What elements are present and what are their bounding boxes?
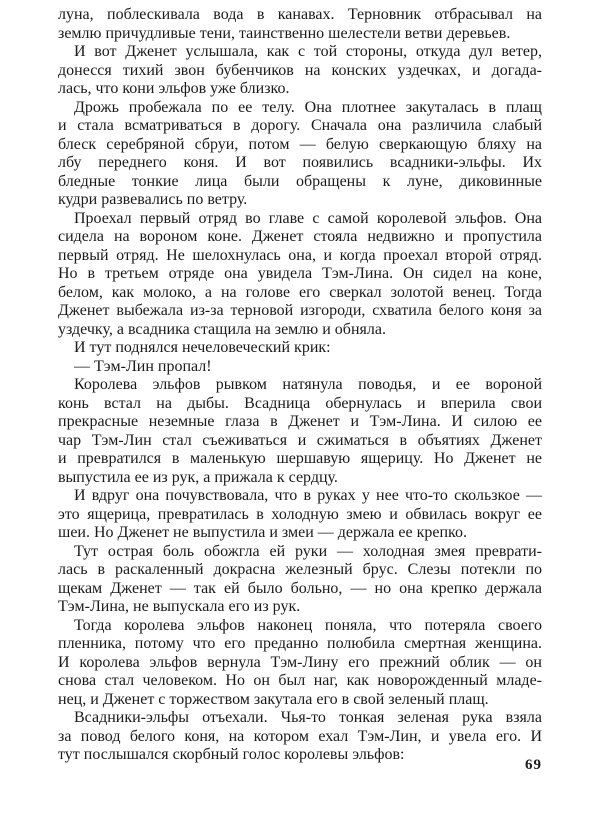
text-line: прекрасные неземные глаза в Дженет и Тэм-Лина. И силою ее [58,413,542,430]
text-line: И вот Дженет услышала, как с той стороны, откуда дул ветер, [74,43,542,60]
text-line: Королева эльфов рывком натянула поводья, и ее вороной [74,376,542,393]
text-line: Но в третьем отряде она увидела Тэм-Лина. Он сидел на коне, [58,265,542,282]
text-line: И вдруг она почувствовала, что в руках у нее что-то скользкое — [74,487,542,504]
text-line: лась, что кони эльфов уже близко. [58,80,290,97]
text-line: снова стал человеком. Но он был наг, как новорожденный младе- [58,672,542,689]
text-line: чар Тэм-Лин стал съеживаться и сжиматься в объятиях Дженет [58,431,542,449]
text-line: И тут поднялся нечеловеческий крик: [74,339,331,356]
text-line: Проехал первый отряд во главе с самой королевой эльфов. Она [74,209,542,227]
text-line: Дрожь пробежала по ее телу. Она плотнее закуталась в плащ [74,98,542,116]
text-line: землю причудливые тени, таинственно шелестели ветви деревьев. [58,24,511,42]
text-line: уздечку, а всадника стащила на землю и обняла. [58,320,386,338]
text-line: Дженет выбежала из-за терновой изгороди, схватила белого коня за [58,302,542,319]
text-line: И королева эльфов вернула Тэм-Лину его прежний облик — он [58,653,542,671]
text-line: — Тэм-Лин пропал! [74,357,212,375]
text-line: тут послышался скорбный голос королевы эльфов: [58,746,405,763]
text-line: это ящерица, превратилась в холодную змею и обвилась вокруг ее [58,505,542,523]
text-line: сидела на вороном коне. Дженет стояла недвижно и пропустила [58,228,542,245]
text-line: шеи. Но Дженет не выпустила и змеи — держала ее крепко. [58,524,467,541]
text-line: лбу переднего коня. И вот появились всадники-эльфы. Их [58,154,542,171]
page-text [58,6,542,765]
text-line: нец, и Дженет с торжеством закутала его в свой зеленый плащ. [58,690,489,708]
text-line: Тэм-Лина, не выпускала его из рук. [58,598,301,615]
text-line: Всадники-эльфы отъехали. Чья-то тонкая зеленая рука взяла [74,709,542,726]
text-line: пленника, потому что его преданно полюбила смертная женщина. [58,635,542,652]
page-number: 69 [525,757,542,773]
text-line: лась в раскаленный докрасна железный брус. Слезы потекли по [58,561,542,578]
text-line: донесся тихий звон бубенчиков на конских уздечках, и догада- [58,61,542,79]
text-line: луна, поблескивала вода в канавах. Терновник отбрасывал на [58,6,542,23]
text-line: бледные тонкие лица были обращены к луне, диковинные [58,172,542,190]
text-line: и превратился в маленькую шершавую ящерицу. Но Дженет не [58,450,542,467]
text-line: за повод белого коня, на котором ехал Тэм-Лин, и увела его. И [58,727,542,745]
text-line: белом, как молоко, а на голове его сверкал золотой венец. Тогда [58,283,542,301]
text-line: Тут острая боль обожгла ей руки — холодная змея преврати- [74,542,542,560]
text-line: Тогда королева эльфов наконец поняла, что потеряла своего [74,616,542,634]
text-line: щекам Дженет — так ей было больно, — но она крепко держала [58,579,542,597]
text-line: первый отряд. Не шелохнулась она, и когда проехал второй отряд. [58,246,542,264]
text-line: блеск серебряной сбруи, потом — белую сверкающую бляху на [58,135,542,153]
text-line: кудри развевались по ветру. [58,191,248,208]
text-line: и стала всматриваться в дорогу. Сначала она различила слабый [58,117,542,134]
text-line: выпустила ее из рук, а прижала к сердцу. [58,468,338,486]
text-line: конь встал на дыбы. Всадница обернулась и вперила свои [58,394,542,412]
